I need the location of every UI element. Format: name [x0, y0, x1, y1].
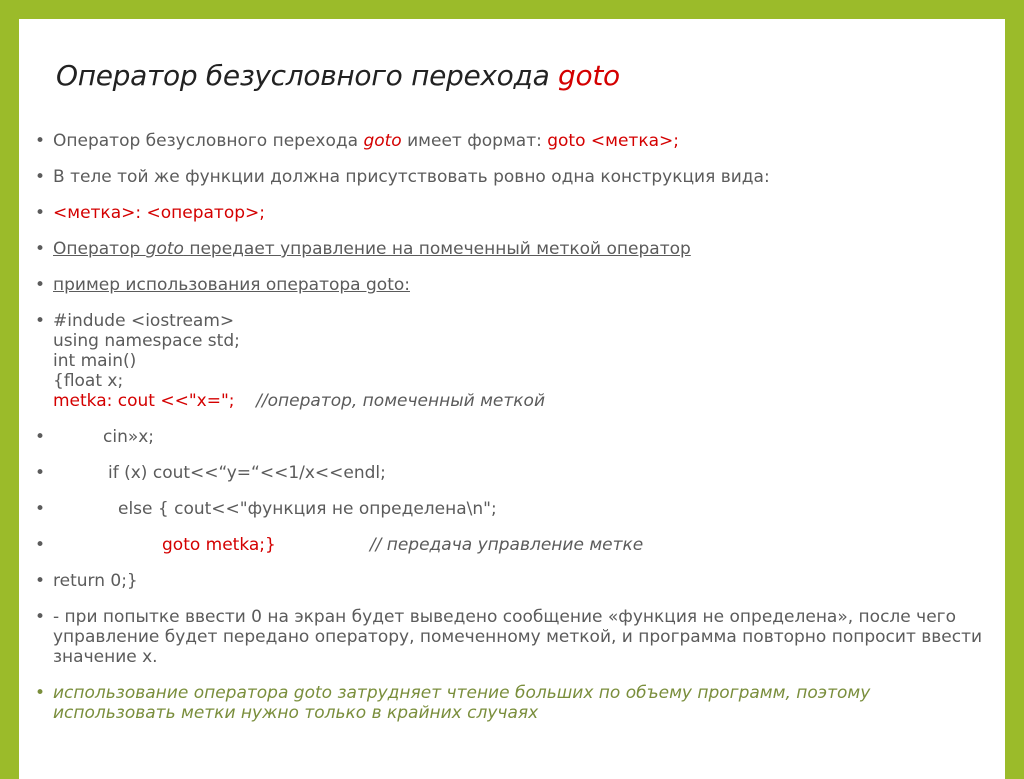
list-item: • - при попытке ввести 0 на экран будет выведено сообщение «функция не определена», после чего управление будет передано оператору, помеченному меткой, и программа повторно попросит ввести значение x.: [35, 607, 983, 667]
bullet-icon: •: [35, 239, 46, 259]
bullet-icon: •: [35, 463, 46, 483]
bullet-icon: •: [35, 535, 46, 555]
list-item: [33, 239, 998, 259]
list-item: • пример использования оператора goto:: [35, 275, 410, 295]
bullet-icon: •: [35, 203, 46, 223]
bullet-icon: •: [35, 275, 46, 295]
bullet-icon: •: [35, 571, 46, 591]
list-item: • использование оператора goto затрудняет чтение больших по объему программ, поэтому использовать метки нужно только в крайних случаях: [35, 683, 871, 723]
bullet-icon: •: [35, 427, 46, 447]
list-item: • else { cout<<"функция не определена\n";: [35, 499, 497, 519]
slide-title: [56, 59, 620, 92]
list-item: • return 0;}: [35, 571, 138, 591]
list-item: • В теле той же функции должна присутствовать ровно одна конструкция вида:: [35, 167, 770, 187]
bullet-icon: •: [35, 607, 46, 627]
bullet-list: [33, 131, 998, 739]
bullet-icon: •: [35, 131, 46, 151]
list-item: • <метка>: <оператор>;: [35, 203, 265, 223]
bullet-icon: •: [35, 311, 46, 331]
bullet-icon: •: [35, 683, 46, 703]
bullet-icon: •: [35, 167, 46, 187]
title-text: Оператор безусловного перехода: [56, 59, 559, 92]
title-keyword: goto: [558, 59, 620, 92]
list-item: • cin»x;: [35, 427, 155, 447]
underlined-statement: Оператор goto передает управление на помеченный меткой оператор: [53, 239, 691, 259]
slide: [19, 19, 1005, 779]
list-item: • goto metka;} // передача управление метке: [35, 535, 644, 555]
bullet-icon: •: [35, 499, 46, 519]
list-item: • if (x) cout<<“y=“<<1/x<<endl;: [35, 463, 386, 483]
list-item: • Оператор безусловного перехода goto имеет формат: goto <метка>;: [35, 131, 679, 151]
code-block: • #indude <iostream> using namespace std; int main() {float x; metka: cout <<"x="; //оператор, помеченный меткой: [35, 311, 545, 411]
